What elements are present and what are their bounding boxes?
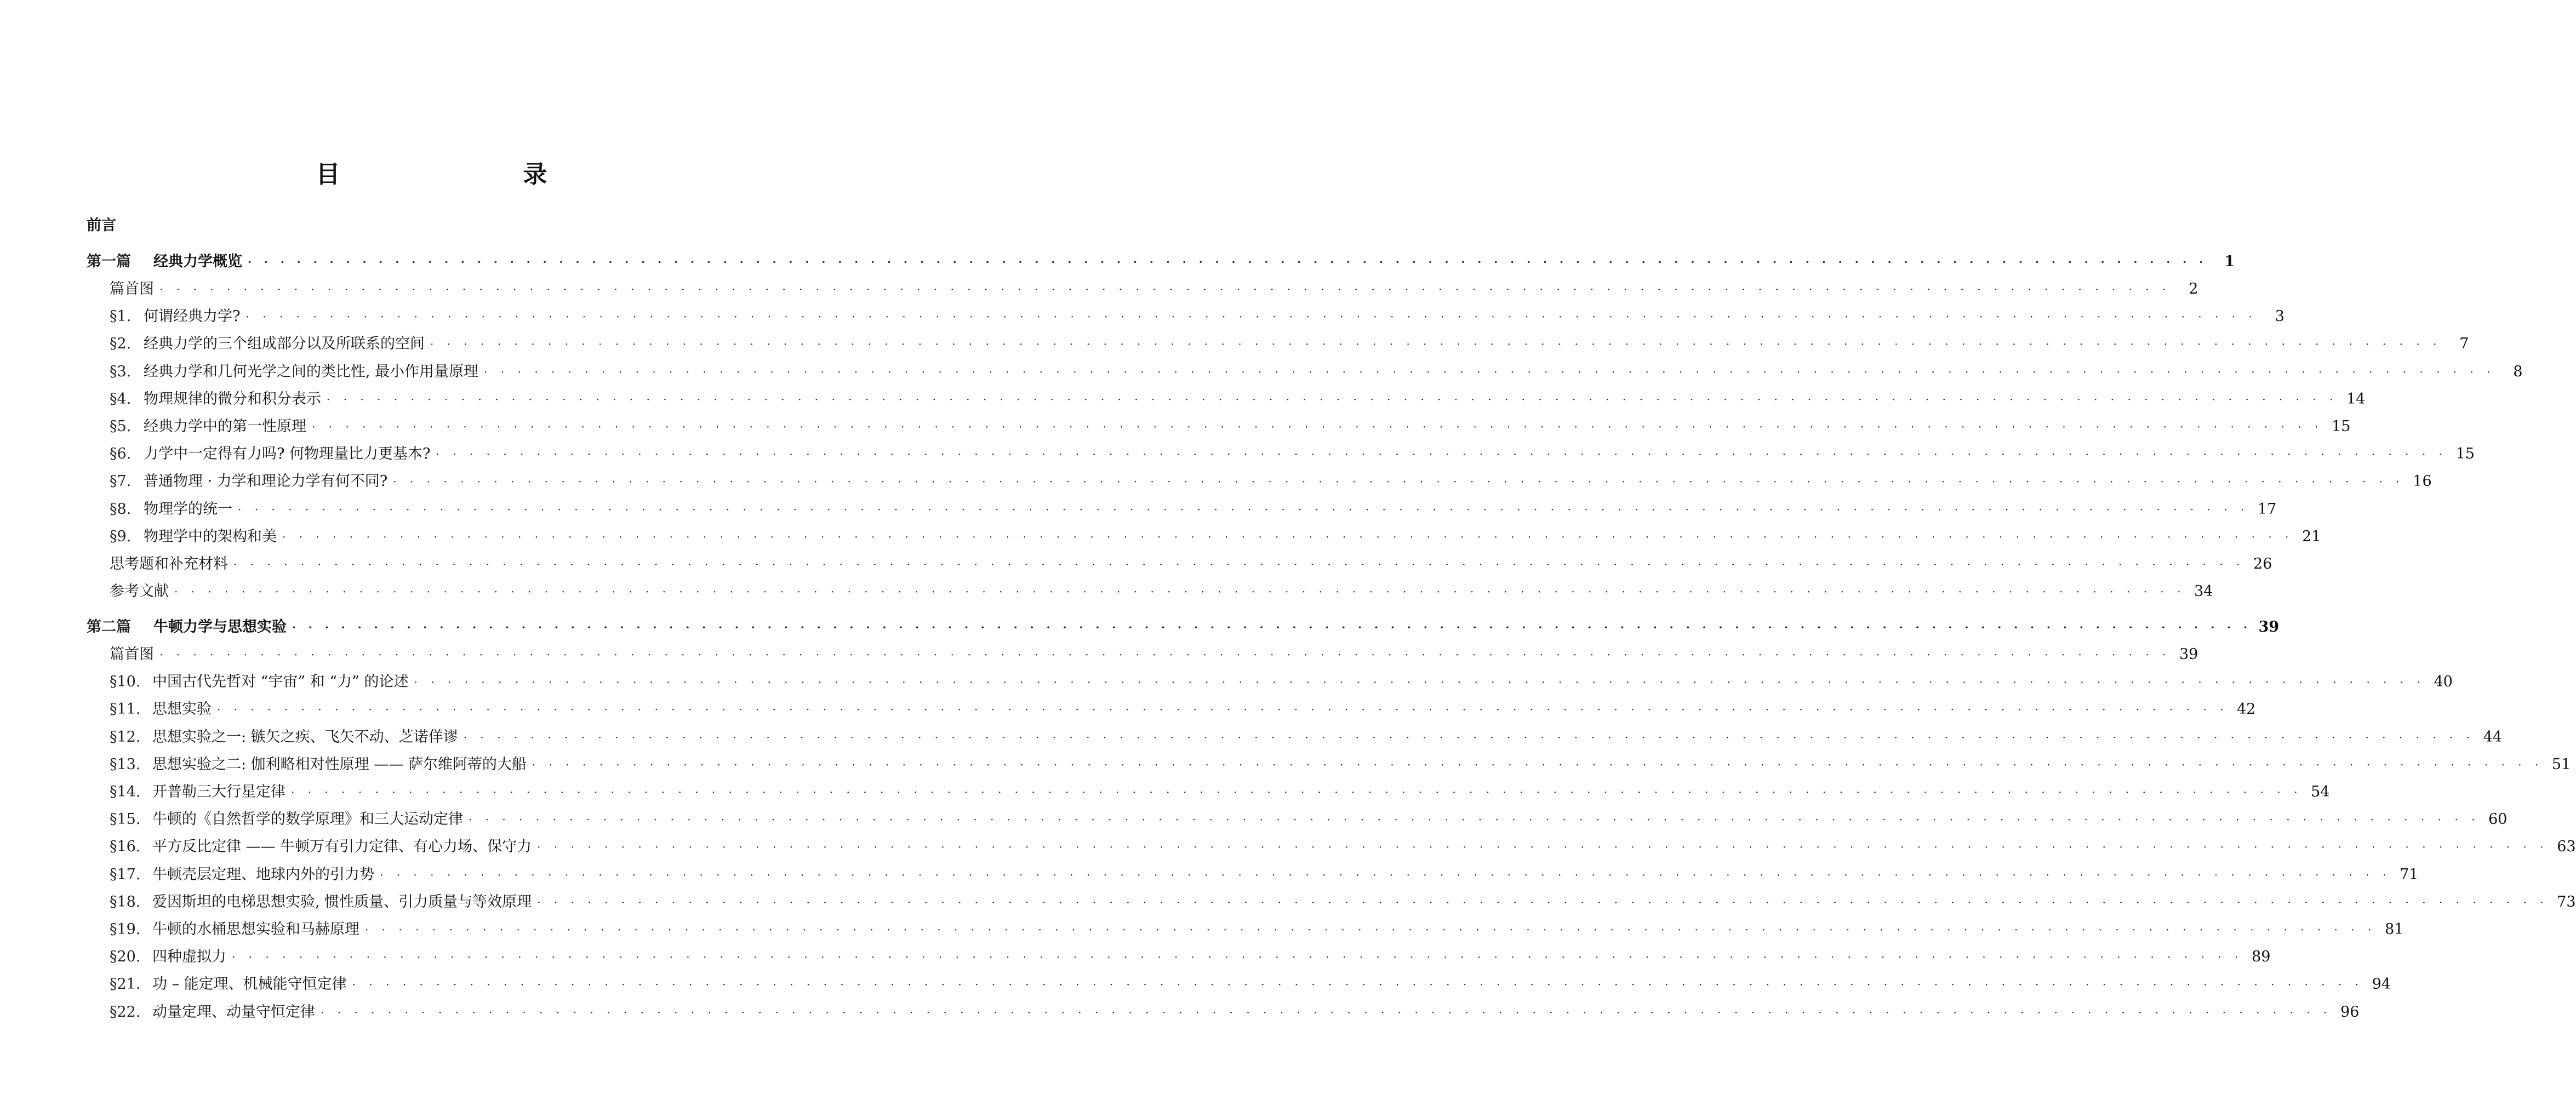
page-number: 60 bbox=[2488, 811, 2508, 828]
entry-title: 思考题和补充材料 bbox=[110, 555, 228, 572]
dot-leader: · · · · · · · · · · · · · · · · · · · · · · · · · · · · · · · · · · · · · · · · · · · · · · · · · · · · · · · · · · · · · · · · · · · · · · · · · · · · · · · · · · · · · · · · · · · · · · · · · · · · · · · · · · · · · · · · · · · · · · · · bbox=[248, 255, 2208, 268]
section-number: §3. bbox=[110, 363, 132, 380]
page-number: 40 bbox=[2434, 673, 2453, 691]
dot-leader: · · · · · · · · · · · · · · · · · · · · · · · · · · · · · · · · · · · · · · · · · · · · · · · · · · · · · · · · · · · · · · · · · · · · · · · · · · · · · · · · · · · · · · · · · · · · · · · · · · · · · · · · · · · · · · · · · · · · · · · · bbox=[484, 365, 2495, 379]
dot-leader: · · · · · · · · · · · · · · · · · · · · · · · · · · · · · · · · · · · · · · · · · · · · · · · · · · · · · · · · · · · · · · · · · · · · · · · · · · · · · · · · · · · · · · · · · · · · · · · · · · · · · · · · · · · · · · · · · · · · · · · · bbox=[245, 310, 2257, 324]
toc-entry[interactable] bbox=[110, 644, 2198, 666]
dot-leader: · · · · · · · · · · · · · · · · · · · · · · · · · · · · · · · · · · · · · · · · · · · · · · · · · · · · · · · · · · · · · · · · · · · · · · · · · · · · · · · · · · · · · · · · · · · · · · · · · · · · · · · · · · · · · · · · · · · · · · · · bbox=[217, 703, 2229, 717]
page-number: 51 bbox=[2551, 755, 2571, 773]
section-number: §4. bbox=[110, 390, 132, 408]
dot-leader: · · · · · · · · · · · · · · · · · · · · · · · · · · · · · · · · · · · · · · · · · · · · · · · · · · · · · · · · · · · · · · · · · · · · · · · · · · · · · · · · · · · · · · · · · · · · · · · · · · · · · · · · · · · · · · · · · · · · · · · · bbox=[238, 502, 2249, 516]
section-number: §19. bbox=[110, 921, 141, 938]
entry-title: 参考文献 bbox=[110, 583, 169, 600]
toc-entry[interactable] bbox=[110, 443, 2475, 465]
entry-title: 牛顿壳层定理、地球内外的引力势 bbox=[152, 866, 374, 883]
toc-entry[interactable] bbox=[110, 416, 2351, 438]
entry-title: 动量定理、动量守恒定律 bbox=[152, 1003, 315, 1021]
section-number: §8. bbox=[110, 500, 132, 518]
dot-leader: · · · · · · · · · · · · · · · · · · · · · · · · · · · · · · · · · · · · · · · · · · · · · · · · · · · · · · · · · · · · · · · · · · · · · · · · · · · · · · · · · · · · · · · · · · · · · · · · · · · · · · · · · · · · · · · · · · · · · · · · bbox=[232, 950, 2243, 964]
section-number: §22. bbox=[110, 1003, 141, 1021]
part-label: 第二篇 bbox=[87, 618, 131, 635]
toc-entry[interactable] bbox=[110, 471, 2432, 492]
toc-entry[interactable] bbox=[110, 306, 2284, 328]
dot-leader: · · · · · · · · · · · · · · · · · · · · · · · · · · · · · · · · · · · · · · · · · · · · · · · · · · · · · · · · · · · · · · · · · · · · · · · · · · · · · · · · · · · · · · · · · · · · · · · · · · · · · · · · · · · · · · · · · · · · · · · · bbox=[282, 530, 2294, 543]
entry-title: 牛顿的《自然哲学的数学原理》和三大运动定律 bbox=[152, 811, 463, 828]
part-title: 牛顿力学与思想实验 bbox=[153, 618, 287, 635]
dot-leader: · · · · · · · · · · · · · · · · · · · · · · · · · · · · · · · · · · · · · · · · · · · · · · · · · · · · · · · · · · · · · · · · · · · · · · · · · · · · · · · · · · · · · · · · · · · · · · · · · · · · · · · · · · · · · · · · · · · · · · · · bbox=[393, 475, 2404, 489]
entry-title: 思想实验之一: 镞矢之疾、飞矢不动、芝诺佯谬 bbox=[152, 728, 458, 746]
page-number: 94 bbox=[2372, 976, 2391, 993]
toc-entry[interactable] bbox=[110, 499, 2277, 520]
toc-entry[interactable] bbox=[110, 891, 2576, 913]
dot-leader: · · · · · · · · · · · · · · · · · · · · · · · · · · · · · · · · · · · · · · · · · · · · · · · · · · · · · · · · · · · · · · · · · · · · · · · · · · · · · · · · · · · · · · · · · · · · · · · · · · · · · · · · · · · · · · · · · · · · · · · · bbox=[327, 392, 2338, 406]
toc-entry[interactable] bbox=[110, 754, 2571, 776]
page-number: 3 bbox=[2275, 308, 2284, 325]
entry-title: 功 – 能定理、机械能守恒定律 bbox=[152, 976, 347, 993]
page-number: 15 bbox=[2332, 418, 2351, 435]
page-number: 8 bbox=[2513, 363, 2523, 380]
dot-leader: · · · · · · · · · · · · · · · · · · · · · · · · · · · · · · · · · · · · · · · · · · · · · · · · · · · · · · · · · · · · · · · · · · · · · · · · · · · · · · · · · · · · · · · · · · · · · · · · · · · · · · · · · · · · · · · · · · · · · · · · bbox=[159, 648, 2171, 661]
toc-part-heading[interactable] bbox=[87, 616, 2280, 638]
toc-entry[interactable] bbox=[110, 973, 2391, 995]
entry-title: 经典力学的三个组成部分以及所联系的空间 bbox=[144, 335, 425, 353]
dot-leader: · · · · · · · · · · · · · · · · · · · · · · · · · · · · · · · · · · · · · · · · · · · · · · · · · · · · · · · · · · · · · · · · · · · · · · · · · · · · · · · · · · · · · · · · · · · · · · · · · · · · · · · · · · · · · · · · · · · · · · · · bbox=[352, 978, 2364, 992]
page-number: 44 bbox=[2483, 728, 2503, 746]
toc-entry[interactable] bbox=[110, 526, 2321, 548]
part-label: 第一篇 bbox=[87, 253, 131, 270]
dot-leader: · · · · · · · · · · · · · · · · · · · · · · · · · · · · · · · · · · · · · · · · · · · · · · · · · · · · · · · · · · · · · · · · · · · · · · · · · · · · · · · · · · · · · · · · · · · · · · · · · · · · · · · · · · · · · · · · · · · · · · · · bbox=[532, 758, 2544, 771]
toc-entry[interactable] bbox=[110, 836, 2576, 858]
toc-entry[interactable] bbox=[110, 946, 2271, 968]
section-number: §5. bbox=[110, 418, 132, 435]
dot-leader: · · · · · · · · · · · · · · · · · · · · · · · · · · · · · · · · · · · · · · · · · · · · · · · · · · · · · · · · · · · · · · · · · · · · · · · · · · · · · · · · · · · · · · · · · · · · · · · · · · · · · · · · · · · · · · · · · · · · · · · · bbox=[312, 420, 2323, 433]
section-number: §9. bbox=[110, 528, 132, 545]
page-number: 15 bbox=[2455, 445, 2475, 463]
page-number: 17 bbox=[2258, 500, 2277, 518]
dot-leader: · · · · · · · · · · · · · · · · · · · · · · · · · · · · · · · · · · · · · · · · · · · · · · · · · · · · · · · · · · · · · · · · · · · · · · · · · · · · · · · · · · · · · · · · · · · · · · · · · · · · · · · · · · · · · · · · · · · · · · · · bbox=[291, 786, 2303, 799]
entry-title: 物理规律的微分和积分表示 bbox=[144, 390, 321, 408]
dot-leader: · · · · · · · · · · · · · · · · · · · · · · · · · · · · · · · · · · · · · · · · · · · · · · · · · · · · · · · · · · · · · · · · · · · · · · · · · · · · · · · · · · · · · · · · · · · · · · · · · · · · · · · · · · · · · · · · · · · · · · · · bbox=[321, 1005, 2332, 1019]
dot-leader: · · · · · · · · · · · · · · · · · · · · · · · · · · · · · · · · · · · · · · · · · · · · · · · · · · · · · · · · · · · · · · · · · · · · · · · · · · · · · · · · · · · · · · · · · · · · · · · · · · · · · · · · · · · · · · · · · · · · · · · · bbox=[159, 283, 2171, 296]
section-number: §10. bbox=[110, 673, 141, 691]
entry-title: 思想实验 bbox=[152, 701, 212, 718]
section-number: §1. bbox=[110, 308, 132, 325]
toc-entry[interactable] bbox=[110, 361, 2523, 383]
page-number: 73 bbox=[2557, 893, 2576, 910]
dot-leader: · · · · · · · · · · · · · · · · · · · · · · · · · · · · · · · · · · · · · · · · · · · · · · · · · · · · · · · · · · · · · · · · · · · · · · · · · · · · · · · · · · · · · · · · · · · · · · · · · · · · · · · · · · · · · · · · · · · · · · · · bbox=[537, 895, 2549, 909]
preface-entry[interactable] bbox=[87, 215, 654, 237]
page-number: 39 bbox=[2179, 646, 2198, 663]
toc-entry[interactable] bbox=[110, 698, 2256, 720]
dot-leader: · · · · · · · · · · · · · · · · · · · · · · · · · · · · · · · · · · · · · · · · · · · · · · · · · · · · · · · · · · · · · · · · · · · · · · · · · · · · · · · · · · · · · · · · · · · · · · · · · · · · · · · · · · · · · · · · · · · · · · · · bbox=[380, 868, 2391, 881]
toc-entry[interactable] bbox=[110, 781, 2330, 803]
entry-title: 中国古代先哲对 “宇宙” 和 “力” 的论述 bbox=[152, 673, 409, 691]
toc-part-heading[interactable] bbox=[87, 251, 2235, 273]
dot-leader: · · · · · · · · · · · · · · · · · · · · · · · · · · · · · · · · · · · · · · · · · · · · · · · · · · · · · · · · · · · · · · · · · · · · · · · · · · · · · · · · · · · · · · · · · · · · · · · · · · · · · · · · · · · · · · · · · · · · · · · · bbox=[292, 621, 2252, 634]
entry-title: 物理学中的架构和美 bbox=[144, 528, 277, 545]
toc-entry[interactable] bbox=[110, 809, 2508, 830]
section-number: §7. bbox=[110, 473, 132, 490]
page-number: 96 bbox=[2340, 1003, 2360, 1021]
entry-title: 普通物理 · 力学和理论力学有何不同? bbox=[144, 473, 388, 490]
entry-title: 经典力学中的第一性原理 bbox=[144, 418, 306, 435]
entry-title: 四种虚拟力 bbox=[152, 948, 226, 966]
page-number: 7 bbox=[2459, 335, 2469, 353]
toc-entry[interactable] bbox=[110, 333, 2469, 355]
dot-leader: · · · · · · · · · · · · · · · · · · · · · · · · · · · · · · · · · · · · · · · · · · · · · · · · · · · · · · · · · · · · · · · · · · · · · · · · · · · · · · · · · · · · · · · · · · · · · · · · · · · · · · · · · · · · · · · · · · · · · · · · bbox=[430, 337, 2442, 351]
dot-leader: · · · · · · · · · · · · · · · · · · · · · · · · · · · · · · · · · · · · · · · · · · · · · · · · · · · · · · · · · · · · · · · · · · · · · · · · · · · · · · · · · · · · · · · · · · · · · · · · · · · · · · · · · · · · · · · · · · · · · · · · bbox=[436, 448, 2447, 461]
dot-leader: · · · · · · · · · · · · · · · · · · · · · · · · · · · · · · · · · · · · · · · · · · · · · · · · · · · · · · · · · · · · · · · · · · · · · · · · · · · · · · · · · · · · · · · · · · · · · · · · · · · · · · · · · · · · · · · · · · · · · · · · bbox=[414, 675, 2425, 689]
section-number: §13. bbox=[110, 755, 141, 773]
toc-entry[interactable] bbox=[110, 671, 2453, 693]
entry-title: 篇首图 bbox=[110, 646, 154, 663]
entry-title: 物理学的统一 bbox=[144, 500, 232, 518]
part-title: 经典力学概览 bbox=[153, 253, 242, 270]
toc-entry[interactable] bbox=[110, 726, 2503, 748]
section-number: §16. bbox=[110, 838, 141, 856]
section-number: §17. bbox=[110, 866, 141, 883]
toc-entry[interactable] bbox=[110, 388, 2366, 410]
section-number: §20. bbox=[110, 948, 141, 966]
entry-title: 平方反比定律 —— 牛顿万有引力定律、有心力场、保守力 bbox=[152, 838, 532, 856]
dot-leader: · · · · · · · · · · · · · · · · · · · · · · · · · · · · · · · · · · · · · · · · · · · · · · · · · · · · · · · · · · · · · · · · · · · · · · · · · · · · · · · · · · · · · · · · · · · · · · · · · · · · · · · · · · · · · · · · · · · · · · · · bbox=[233, 558, 2245, 571]
section-number: §15. bbox=[110, 811, 141, 828]
entry-title: 何谓经典力学? bbox=[144, 308, 241, 325]
page-number: 39 bbox=[2258, 618, 2280, 635]
section-number: §11. bbox=[110, 701, 141, 718]
page-number: 14 bbox=[2346, 390, 2366, 408]
dot-leader: · · · · · · · · · · · · · · · · · · · · · · · · · · · · · · · · · · · · · · · · · · · · · · · · · · · · · · · · · · · · · · · · · · · · · · · · · · · · · · · · · · · · · · · · · · · · · · · · · · · · · · · · · · · · · · · · · · · · · · · · bbox=[537, 840, 2549, 854]
toc-entry[interactable] bbox=[110, 1001, 2360, 1023]
section-number: §12. bbox=[110, 728, 141, 746]
dot-leader: · · · · · · · · · · · · · · · · · · · · · · · · · · · · · · · · · · · · · · · · · · · · · · · · · · · · · · · · · · · · · · · · · · · · · · · · · · · · · · · · · · · · · · · · · · · · · · · · · · · · · · · · · · · · · · · · · · · · · · · · bbox=[174, 585, 2186, 599]
section-number: §2. bbox=[110, 335, 132, 353]
entry-title: 力学中一定得有力吗? 何物理量比力更基本? bbox=[144, 445, 431, 463]
page-number: 42 bbox=[2237, 701, 2256, 718]
page-number: 89 bbox=[2252, 948, 2271, 966]
section-number: §6. bbox=[110, 445, 132, 463]
page-number: 16 bbox=[2413, 473, 2432, 490]
toc-entry[interactable] bbox=[110, 553, 2272, 575]
page-number: 71 bbox=[2400, 866, 2419, 883]
page-number: 26 bbox=[2253, 555, 2272, 572]
dot-leader: · · · · · · · · · · · · · · · · · · · · · · · · · · · · · · · · · · · · · · · · · · · · · · · · · · · · · · · · · · · · · · · · · · · · · · · · · · · · · · · · · · · · · · · · · · · · · · · · · · · · · · · · · · · · · · · · · · · · · · · · bbox=[469, 813, 2480, 827]
entry-title: 篇首图 bbox=[110, 280, 154, 297]
dot-leader: · · · · · · · · · · · · · · · · · · · · · · · · · · · · · · · · · · · · · · · · · · · · · · · · · · · · · · · · · · · · · · · · · · · · · · · · · · · · · · · · · · · · · · · · · · · · · · · · · · · · · · · · · · · · · · · · · · · · · · · · bbox=[365, 923, 2377, 936]
section-number: §14. bbox=[110, 783, 141, 800]
page-title: 目 录 bbox=[316, 161, 592, 188]
page-number: 54 bbox=[2311, 783, 2330, 800]
entry-title: 思想实验之二: 伽利略相对性原理 —— 萨尔维阿蒂的大船 bbox=[152, 755, 527, 773]
entry-title: 经典力学和几何光学之间的类比性, 最小作用量原理 bbox=[144, 363, 479, 380]
toc-entry[interactable] bbox=[110, 919, 2404, 941]
toc-entry[interactable] bbox=[110, 581, 2213, 603]
toc-entry[interactable] bbox=[110, 864, 2419, 886]
section-number: §21. bbox=[110, 976, 141, 993]
page-number: 1 bbox=[2224, 253, 2235, 270]
section-number: §18. bbox=[110, 893, 141, 910]
entry-title: 开普勒三大行星定律 bbox=[152, 783, 285, 800]
dot-leader: · · · · · · · · · · · · · · · · · · · · · · · · · · · · · · · · · · · · · · · · · · · · · · · · · · · · · · · · · · · · · · · · · · · · · · · · · · · · · · · · · · · · · · · · · · · · · · · · · · · · · · · · · · · · · · · · · · · · · · · · bbox=[463, 730, 2475, 744]
toc-entry[interactable] bbox=[110, 278, 2198, 300]
page-number: 63 bbox=[2557, 838, 2576, 856]
page-number: 2 bbox=[2189, 280, 2198, 297]
entry-title: 爱因斯坦的电梯思想实验, 惯性质量、引力质量与等效原理 bbox=[152, 893, 532, 910]
preface-title: 前言 bbox=[87, 217, 116, 234]
page-number: 34 bbox=[2194, 583, 2213, 600]
entry-title: 牛顿的水桶思想实验和马赫原理 bbox=[152, 921, 359, 938]
page-number: 81 bbox=[2385, 921, 2404, 938]
page-number: 21 bbox=[2302, 528, 2321, 545]
